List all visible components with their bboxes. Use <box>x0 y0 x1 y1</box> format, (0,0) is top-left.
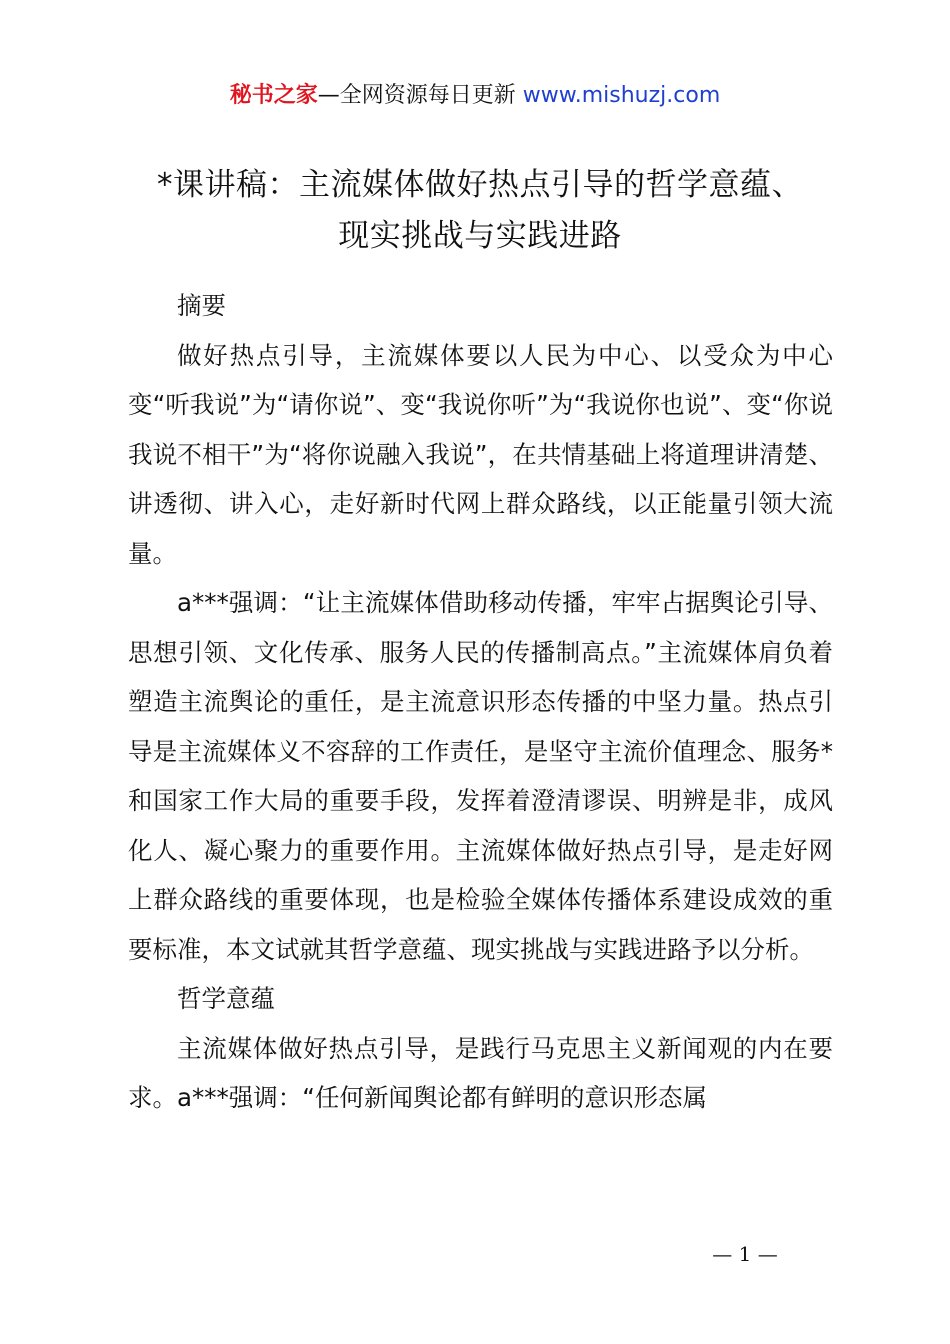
document-body <box>128 281 833 1123</box>
document-title-line-2: 现实挑战与实践进路 <box>338 218 622 254</box>
paragraph: a***强调：“让主流媒体借助移动传播，牢牢占据舆论引导、思想引领、文化传承、服务人民的传播制高点。”主流媒体肩负着塑造主流舆论的重任，是主流意识形态传播的中坚力量。热点引导是主流媒体义不容辞的工作责任，是坚守主流价值理念、服务*和国家工作大局的重要手段，发挥着澄清谬误、明辨是非，成风化人、凝心聚力的重要作用。主流媒体做好热点引导，是走好网上群众路线的重要体现，也是检验全媒体传播体系建设成效的重要标准，本文试就其哲学意蕴、现实挑战与实践进路予以分析。 <box>128 588 833 964</box>
section-heading-philosophy: 哲学意蕴 <box>177 984 275 1013</box>
paragraph: 主流媒体做好热点引导，是践行马克思主义新闻观的内在要求。a***强调：“任何新闻舆论都有鲜明的意识形态属 <box>128 1033 833 1112</box>
paragraph: 做好热点引导，主流媒体要以人民为中心、以受众为中心变“听我说”为“请你说”、变“我说你听”为“我说你也说”、变“你说我说不相干”为“将你说融入我说”，在共情基础上将道理讲清楚、讲透彻、讲入心，走好新时代网上群众路线，以正能量引领大流量。 <box>128 340 833 568</box>
site-header <box>0 80 950 112</box>
document-title <box>120 160 840 262</box>
site-brand: 秘书之家 <box>229 83 318 108</box>
page-number: — 1 — <box>712 1242 778 1266</box>
site-url-link[interactable]: www.mishuzj.com <box>522 83 721 108</box>
document-title-line-1: *课讲稿：主流媒体做好热点引导的哲学意蕴、 <box>157 167 803 203</box>
site-tagline: —全网资源每日更新 <box>317 83 516 108</box>
section-heading-abstract: 摘要 <box>177 291 226 320</box>
